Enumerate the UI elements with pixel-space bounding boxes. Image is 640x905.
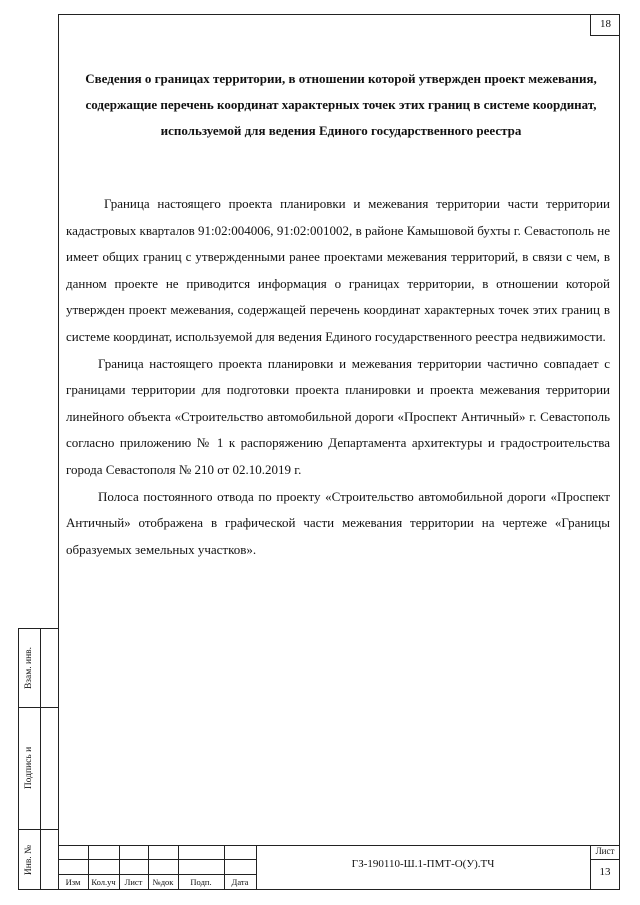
paragraph-3: Полоса постоянного отвода по проекту «Строительство автомобильной дороги «Проспект Античный» отображена в графической части межевания территории на чертеже «Границы образуемых земельных участков». xyxy=(66,488,610,557)
col-label-kol-uch: Кол.уч xyxy=(91,877,116,887)
side-stamp-divider xyxy=(40,629,41,889)
sheet-number: 13 xyxy=(599,866,611,878)
section-title: Сведения о границах территории, в отношении которой утвержден проект межевания, содержащие перечень координат характерных точек этих границ в системе координат, используемой для ведения Единого государственного реестра xyxy=(85,71,597,138)
document-body xyxy=(66,191,610,563)
sheet-divider xyxy=(590,859,620,860)
col-label-izm: Изм xyxy=(65,877,81,887)
side-label-podpis: Подпись и xyxy=(24,746,35,790)
side-stamp xyxy=(18,628,58,890)
paragraph-1: Граница настоящего проекта планировки и межевания территории части территории кадастровых кварталов 91:02:004006, 91:02:001002, в районе Камышовой бухты г. Севастополь не имеет общих границ с утвержденными ранее проектами межевания территорий, в связи с чем, в данном проекте не приводится информация о границах территории, в отношении которой утвержден проект межевания, содержащей перечень координат характерных точек этих границ в системе координат, используемой для ведения Единого государственного реестра недвижимости. xyxy=(66,196,610,344)
paragraph-2: Граница настоящего проекта планировки и межевания территории частично совпадает с границами территории для подготовки проекта планировки и проекта межевания территории линейного объекта «Строительство автомобильной дороги «Проспект Античный» г. Севастополь согласно приложению № 1 к распоряжению Департамента архитектуры и градостроительства города Севастополя № 210 от 02.10.2019 г. xyxy=(66,355,610,477)
sheet-label: Лист xyxy=(595,846,615,856)
side-label-vzam-inv: Взам. инв. xyxy=(24,646,35,690)
title-block xyxy=(58,845,620,890)
col-label-list: Лист xyxy=(124,877,143,887)
col-label-podp: Подп. xyxy=(190,877,212,887)
side-cell-podpis xyxy=(19,707,40,829)
side-cell-vzam xyxy=(19,629,40,707)
side-label-inv-no: Инв. № xyxy=(24,844,35,876)
col-label-data: Дата xyxy=(231,877,249,887)
col-label-n-dok: №док xyxy=(152,877,174,887)
page-number: 18 xyxy=(590,14,620,36)
side-cell-inv xyxy=(19,829,40,891)
document-code: ГЗ-190110-Ш.1-ПМТ-О(У).ТЧ xyxy=(351,858,495,870)
